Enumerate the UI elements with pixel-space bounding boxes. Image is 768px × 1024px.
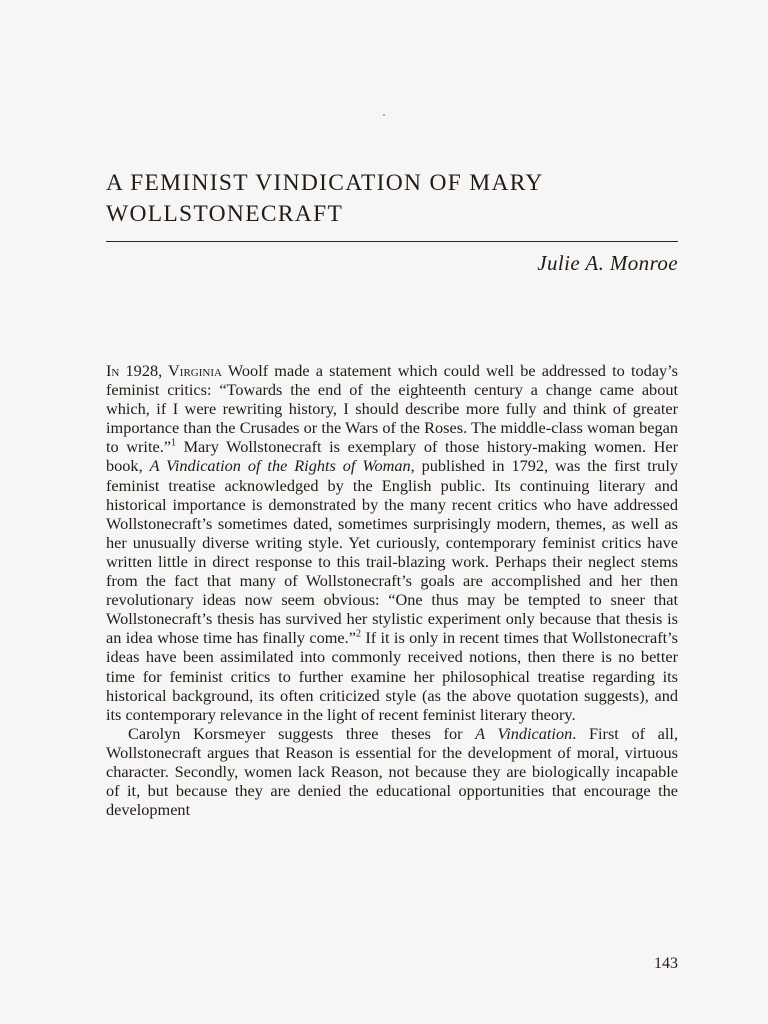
paragraph-2-text-b: . First of all, Wollstonecraft argues that Reason is essential for the development of moral, virtuous character. Secondly, women lack Reason, not because they are biologically incapable of it, but because they are denied the educational opportunities that encourage the development: [106, 723, 679, 820]
book-title-vindication: A Vindication: [475, 723, 573, 743]
article-title-line-2: WOLLSTONECRAFT: [106, 201, 344, 227]
paragraph-2-text-a: Carolyn Korsmeyer suggests three theses for: [128, 723, 476, 743]
paragraph-2: [106, 724, 678, 819]
paragraph-1-text-c: , published in 1792, was the first truly feminist treatise acknowledged by the English public. Its continuing literary and historical importance is demonstrated by the many recent critics who have addressed Wollstonecraft’s sometimes dated, sometimes surprisingly modern, themes, as well as her unusually diverse writing style. Yet curiously, contemporary feminist critics have written little in direct response to this trail-blazing work. Perhaps their neglect stems from the fact that many of Wollstonecraft’s goals are accomplished and her then revolutionary ideas now seem obvious: “One thus may be tempted to sneer that Wollstonecraft’s thesis has survived her stylistic experiment only because that thesis is an idea whose time has finally come.”: [106, 456, 678, 648]
book-title-vindication-rights: A Vindication of the Rights of Woman: [149, 456, 411, 476]
opening-small-caps: In 1928, Virginia: [106, 361, 222, 380]
page-number: 143: [654, 955, 678, 972]
article-body: [106, 361, 678, 819]
article-title: [106, 168, 686, 230]
author-name: Julie A. Monroe: [537, 251, 678, 275]
footnote-ref-1: 1: [171, 437, 176, 449]
article-title-line-1: A FEMINIST VINDICATION OF MARY: [106, 170, 544, 196]
paragraph-1-text-d: If it is only in recent times that Wollstonecraft’s ideas have been assimilated into commonly received notions, then there is no better time for feminist critics to further examine her philosophical treatise regarding its historical background, its often criticized style (as the above quotation suggests), and its contemporary relevance in the light of recent feminist literary theory.: [106, 628, 679, 724]
title-rule: [106, 241, 678, 242]
footnote-ref-2: 2: [355, 628, 361, 640]
paragraph-1-text-b: Mary Wollstonecraft is exemplary of those history-making women. Her book,: [106, 437, 679, 476]
scan-speck: [383, 114, 385, 116]
paragraph-1-text-a: Woolf made a statement which could well be addressed to today’s feminist critics: “Towards the end of the eighteenth century a change came about which, if I were rewriting history, I should describe more fully and think of greater importance than the Crusades or the Wars of the Roses. The middle-class woman began to write.”: [106, 361, 678, 457]
paragraph-1: [106, 361, 678, 724]
